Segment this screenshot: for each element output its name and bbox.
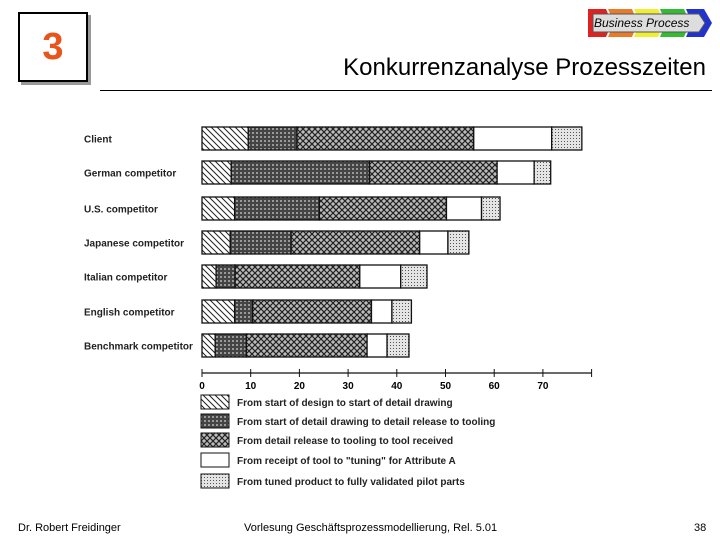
legend-label: From tuned product to fully validated pilot parts — [237, 477, 465, 488]
bar-segment — [230, 231, 291, 254]
x-tick-label: 20 — [293, 381, 305, 392]
bar-segment — [387, 334, 409, 357]
bar-segment — [202, 265, 216, 288]
bar-segment — [202, 231, 230, 254]
bar-segment — [367, 334, 387, 357]
category-label: Italian competitor — [84, 272, 168, 284]
bar-segment — [420, 231, 448, 254]
bar-segment — [297, 127, 474, 150]
bar-segment — [215, 334, 246, 357]
footer-author: Dr. Robert Freidinger — [18, 522, 121, 534]
bar-segment — [235, 300, 253, 323]
legend-swatch — [201, 453, 229, 467]
bar-segment — [291, 231, 420, 254]
legend-label: From start of design to start of detail drawing — [237, 398, 453, 409]
bar-segment — [482, 197, 501, 220]
bar-segment — [216, 265, 235, 288]
category-label: Client — [84, 134, 112, 146]
bar-segment — [202, 334, 215, 357]
bar-segment — [202, 127, 248, 150]
footer-course: Vorlesung Geschäftsprozessmodellierung, Rel. 5.01 — [244, 522, 498, 534]
x-tick-label: 50 — [439, 381, 452, 392]
bar-segment — [202, 300, 235, 323]
bar-segment — [248, 127, 297, 150]
category-label: U.S. competitor — [84, 204, 158, 216]
x-tick-label: 30 — [342, 381, 354, 392]
category-label: Japanese competitor — [84, 238, 185, 250]
bar-segment — [552, 127, 582, 150]
legend-swatch — [201, 414, 229, 428]
bar-segment — [246, 334, 367, 357]
x-tick-label: 60 — [488, 381, 500, 392]
legend-swatch — [201, 433, 229, 447]
logo-text: Business Process — [594, 16, 690, 30]
bar-segment — [448, 231, 469, 254]
x-tick-label: 70 — [537, 381, 549, 392]
category-label: Benchmark competitor — [84, 341, 193, 353]
bar-segment — [253, 300, 372, 323]
category-label: German competitor — [84, 168, 177, 180]
bar-segment — [319, 197, 446, 220]
page-number: 38 — [694, 522, 707, 534]
bar-segment — [235, 197, 320, 220]
legend-label: From detail release to tooling to tool received — [237, 436, 454, 447]
bar-segment — [497, 161, 534, 184]
x-tick-label: 40 — [391, 381, 403, 392]
x-tick-label: 0 — [199, 381, 205, 392]
x-tick-label: 10 — [245, 381, 257, 392]
bar-segment — [392, 300, 411, 323]
legend-swatch — [201, 474, 229, 488]
slide-number: 3 — [18, 12, 88, 82]
bar-segment — [446, 197, 481, 220]
category-label: English competitor — [84, 307, 175, 319]
bar-segment — [401, 265, 427, 288]
page-title: Konkurrenzanalyse Prozesszeiten — [343, 54, 706, 81]
bar-segment — [235, 265, 360, 288]
bar-segment — [360, 265, 401, 288]
bar-segment — [474, 127, 552, 150]
bar-segment — [534, 161, 551, 184]
bar-segment — [202, 161, 231, 184]
bar-segment — [202, 197, 235, 220]
bar-segment — [231, 161, 369, 184]
legend-swatch — [201, 395, 229, 409]
bar-segment — [371, 300, 391, 323]
bar-segment — [370, 161, 498, 184]
legend-label: From start of detail drawing to detail release to tooling — [237, 417, 496, 428]
legend-label: From receipt of tool to "tuning" for Attribute A — [237, 456, 456, 467]
